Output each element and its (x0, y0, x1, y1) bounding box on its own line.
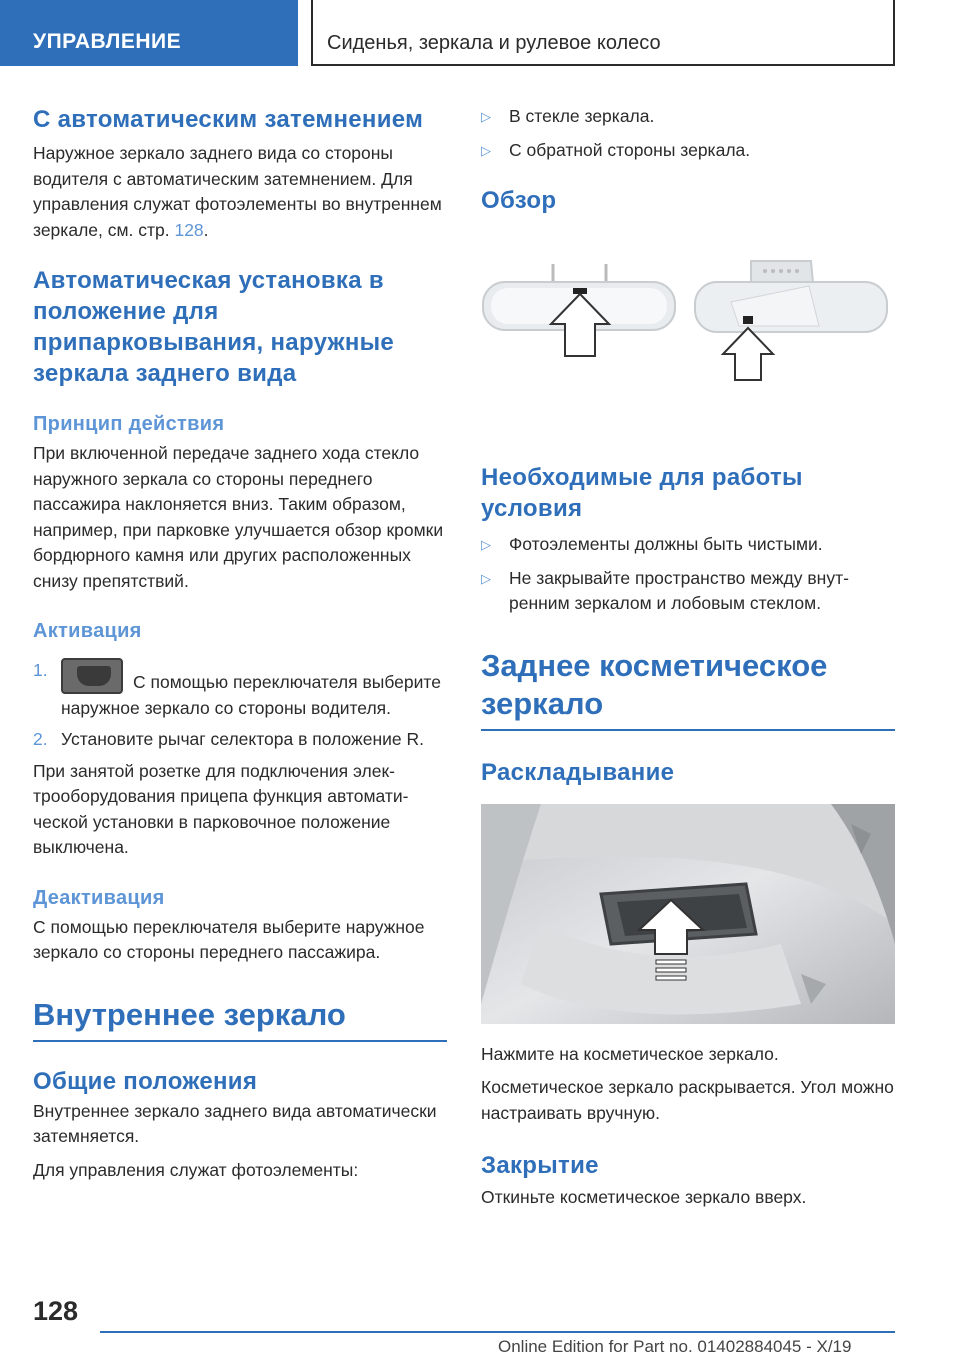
paragraph-principle: При включенной передаче заднего хода стекло наружного зеркала со стороны переднего пассажира наклоняется вниз. Таким образом, например, при парковке улучшается обзор кромки бордюрного камня или других расположенных снизу препятствий. (33, 443, 444, 591)
header-underline (311, 64, 895, 66)
paragraph-deactivation: С помощью переключателя выберите наружное зеркало со стороны переднего пассажира. (33, 916, 425, 962)
heading-overview: Обзор (481, 187, 557, 214)
triangle-bullet-icon: ▷ (481, 570, 491, 586)
section-tab: УПРАВЛЕНИЕ (0, 0, 298, 66)
paragraph-general-2: Для управления служат фотоэлементы: (33, 1159, 359, 1180)
list-item-condition-2: ▷ Не закрывайте пространство между внутренним зеркалом и лобовым стеклом. (481, 567, 849, 613)
paragraph-unfold-2: Косметическое зеркало раскрывается. Угол можно настраивать вручную. (481, 1077, 894, 1123)
list-item-condition-1: ▷ Фотоэлементы должны быть чистыми. (481, 532, 895, 558)
arrow-up-icon (723, 328, 773, 380)
heading-auto-dimming: С автоматическим затемнением (33, 106, 424, 133)
heading-conditions: Необходимые для работы условия (481, 464, 803, 522)
subheading-deactivation: Деактивация (33, 886, 165, 909)
chapter-title: Сиденья, зеркала и рулевое колесо (327, 32, 661, 54)
right-column (481, 104, 895, 1211)
mirror-overview-illustration (481, 256, 895, 426)
heading-parking-position: Автоматическая установка в положение для припарковывания, наружные зеркала заднего вида (33, 267, 395, 387)
paragraph-trailer-note: При занятой розетке для подключения электрооборудования прицепа функция автоматической установки в парковочное положение выключена. (33, 760, 409, 857)
subheading-activation: Активация (33, 620, 142, 642)
triangle-bullet-icon: ▷ (481, 109, 491, 124)
footer-rule (100, 1331, 895, 1333)
left-column (33, 104, 447, 1183)
list-item-step-2: 2. Установите рычаг селектора в положение R. (33, 729, 425, 749)
header-divider-right (893, 0, 895, 66)
list-item-step-1: 1. С помощью переключателя выберите наружное зеркало со стороны водителя. (33, 660, 441, 718)
subheading-principle: Принцип действия (33, 413, 225, 435)
page-link[interactable]: 128 (174, 219, 204, 240)
heading-rule (481, 729, 895, 731)
subheading-closing: Закрытие (481, 1152, 599, 1179)
page-header (0, 0, 960, 66)
heading-vanity-mirror: Заднее косметическое зеркало (481, 647, 828, 721)
vanity-mirror-svg (481, 804, 895, 1024)
list-item-bullet-1: ▷ В стекле зеркала. (481, 104, 895, 130)
triangle-bullet-icon: ▷ (481, 537, 491, 552)
paragraph-unfold-1: Нажмите на косметическое зеркало. (481, 1043, 779, 1064)
triangle-bullet-icon: ▷ (481, 142, 491, 158)
paragraph-closing: Откиньте косметическое зеркало вверх. (481, 1187, 807, 1207)
sensor-marker-back (743, 316, 753, 324)
mirror-diagram-svg (481, 256, 895, 426)
list-item-bullet-2: ▷ С обратной стороны зеркала. (481, 138, 895, 164)
header-divider (311, 0, 313, 66)
edition-text: Online Edition for Part no. 01402884045 - X/19 (498, 1337, 852, 1356)
mirror-switch-icon (61, 658, 123, 694)
subheading-general: Общие положения (33, 1067, 258, 1095)
paragraph-auto-dimming: Наружное зеркало заднего вида со стороны водителя с автоматическим затемнением. Для управления служат фотоэлементы во внутреннем зеркале, см. стр. 128. (33, 143, 442, 240)
page-number: 128 (33, 1296, 79, 1326)
heading-rule (33, 1040, 447, 1042)
vanity-mirror-illustration (481, 804, 895, 1024)
heading-interior-mirror: Внутреннее зеркало (33, 996, 346, 1032)
paragraph-general-1: Внутреннее зеркало заднего вида автоматически затемняется. (33, 1100, 437, 1146)
subheading-unfolding: Раскладывание (481, 758, 675, 786)
